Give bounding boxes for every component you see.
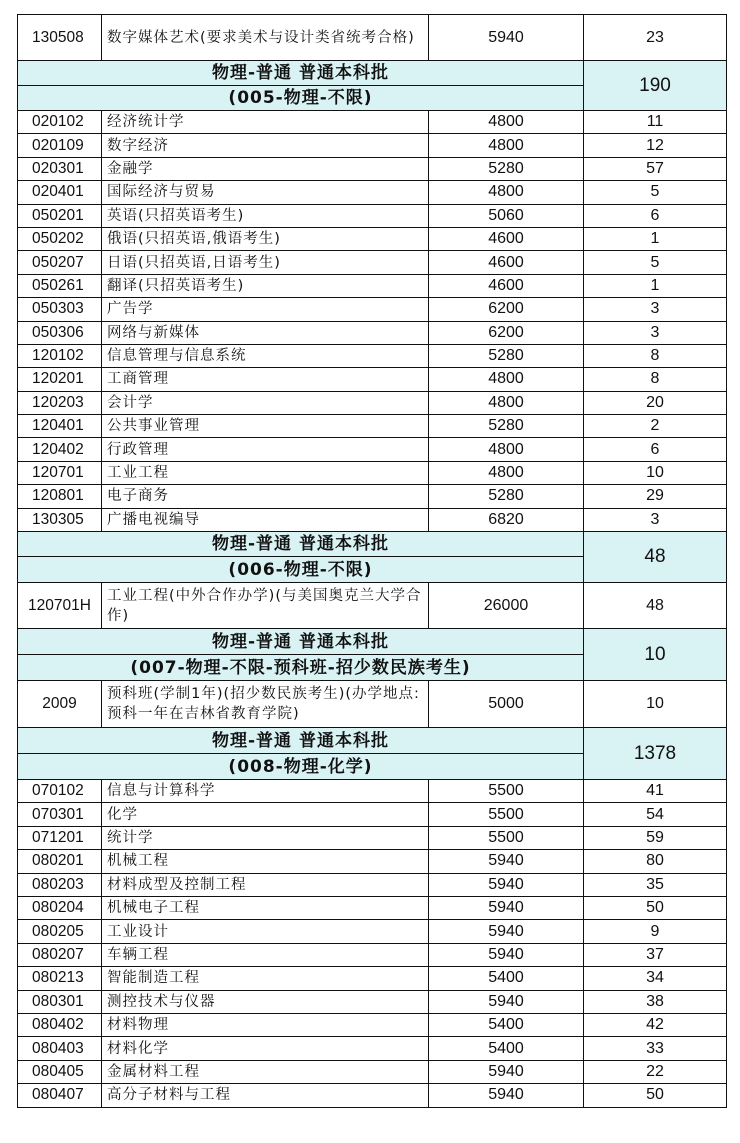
- table-row: [18, 896, 727, 919]
- major-name: 日语(只招英语,日语考生): [102, 251, 429, 274]
- major-code: 071201: [18, 826, 102, 849]
- table-row: [18, 274, 727, 297]
- table-row: [18, 508, 727, 531]
- major-code: 050202: [18, 227, 102, 250]
- table-row: [18, 850, 727, 873]
- plan-count: 37: [584, 943, 727, 966]
- major-code: 020102: [18, 111, 102, 134]
- plan-count: 38: [584, 990, 727, 1013]
- group-batch-title: 物理-普通 普通本科批: [18, 629, 584, 655]
- tuition-fee: 5500: [429, 826, 584, 849]
- tuition-fee: 5400: [429, 1013, 584, 1036]
- major-code: 120402: [18, 438, 102, 461]
- major-code: 120102: [18, 344, 102, 367]
- table-body: [18, 15, 727, 1108]
- major-code: 130508: [18, 15, 102, 61]
- tuition-fee: 5000: [429, 681, 584, 728]
- tuition-fee: 5060: [429, 204, 584, 227]
- plan-count: 10: [584, 461, 727, 484]
- major-code: 080205: [18, 920, 102, 943]
- table-row: [18, 1037, 727, 1060]
- major-code: 120701H: [18, 583, 102, 629]
- major-code: 050201: [18, 204, 102, 227]
- tuition-fee: 5940: [429, 850, 584, 873]
- major-code: 130305: [18, 508, 102, 531]
- group-subject-title: (006-物理-不限): [18, 557, 584, 583]
- table-row: [18, 990, 727, 1013]
- major-code: 120401: [18, 415, 102, 438]
- table-row: [18, 227, 727, 250]
- major-code: 050303: [18, 298, 102, 321]
- plan-count: 54: [584, 803, 727, 826]
- table-row: [18, 583, 727, 629]
- table-row: [18, 181, 727, 204]
- table-row: [18, 157, 727, 180]
- major-name: 数字媒体艺术(要求美术与设计类省统考合格): [102, 15, 429, 61]
- table-row: [18, 251, 727, 274]
- plan-count: 1: [584, 227, 727, 250]
- major-code: 080204: [18, 896, 102, 919]
- table-row: [18, 111, 727, 134]
- tuition-fee: 6820: [429, 508, 584, 531]
- tuition-fee: 5280: [429, 485, 584, 508]
- group-total-count: 10: [584, 629, 727, 681]
- plan-count: 80: [584, 850, 727, 873]
- tuition-fee: 5400: [429, 1037, 584, 1060]
- major-name: 化学: [102, 803, 429, 826]
- major-code: 080407: [18, 1084, 102, 1107]
- group-batch-title: 物理-普通 普通本科批: [18, 728, 584, 754]
- tuition-fee: 4800: [429, 111, 584, 134]
- major-name: 统计学: [102, 826, 429, 849]
- major-name: 经济统计学: [102, 111, 429, 134]
- tuition-fee: 5500: [429, 803, 584, 826]
- enrollment-table: [17, 14, 727, 1108]
- major-name: 测控技术与仪器: [102, 990, 429, 1013]
- major-name: 公共事业管理: [102, 415, 429, 438]
- plan-count: 3: [584, 298, 727, 321]
- major-code: 080203: [18, 873, 102, 896]
- major-code: 120203: [18, 391, 102, 414]
- plan-count: 8: [584, 368, 727, 391]
- plan-count: 57: [584, 157, 727, 180]
- table-row: [18, 298, 727, 321]
- major-name: 金融学: [102, 157, 429, 180]
- tuition-fee: 5280: [429, 157, 584, 180]
- major-code: 050306: [18, 321, 102, 344]
- major-name: 电子商务: [102, 485, 429, 508]
- major-name: 广告学: [102, 298, 429, 321]
- major-code: 120801: [18, 485, 102, 508]
- major-name: 金属材料工程: [102, 1060, 429, 1083]
- major-name: 材料化学: [102, 1037, 429, 1060]
- plan-count: 50: [584, 1084, 727, 1107]
- plan-count: 33: [584, 1037, 727, 1060]
- tuition-fee: 4800: [429, 181, 584, 204]
- major-name: 预科班(学制1年)(招少数民族考生)(办学地点:预科一年在吉林省教育学院): [102, 681, 429, 728]
- tuition-fee: 5940: [429, 873, 584, 896]
- major-name: 网络与新媒体: [102, 321, 429, 344]
- major-name: 工业设计: [102, 920, 429, 943]
- major-name: 机械电子工程: [102, 896, 429, 919]
- tuition-fee: 5940: [429, 990, 584, 1013]
- major-code: 080301: [18, 990, 102, 1013]
- major-name: 广播电视编导: [102, 508, 429, 531]
- major-code: 080402: [18, 1013, 102, 1036]
- major-code: 070102: [18, 780, 102, 803]
- table-row: [18, 826, 727, 849]
- table-row: [18, 15, 727, 61]
- tuition-fee: 5940: [429, 1060, 584, 1083]
- major-name: 车辆工程: [102, 943, 429, 966]
- tuition-fee: 5940: [429, 920, 584, 943]
- plan-count: 29: [584, 485, 727, 508]
- major-name: 国际经济与贸易: [102, 181, 429, 204]
- plan-count: 10: [584, 681, 727, 728]
- table-row: [18, 368, 727, 391]
- table-row: [18, 204, 727, 227]
- plan-count: 41: [584, 780, 727, 803]
- major-name: 机械工程: [102, 850, 429, 873]
- major-code: 080405: [18, 1060, 102, 1083]
- tuition-fee: 5940: [429, 15, 584, 61]
- group-total-count: 1378: [584, 728, 727, 780]
- major-name: 材料物理: [102, 1013, 429, 1036]
- tuition-fee: 4600: [429, 251, 584, 274]
- table-row: [18, 321, 727, 344]
- table-row: [18, 1013, 727, 1036]
- major-name: 信息与计算科学: [102, 780, 429, 803]
- table-row: [18, 681, 727, 728]
- group-total-count: 190: [584, 61, 727, 111]
- plan-count: 9: [584, 920, 727, 943]
- tuition-fee: 5940: [429, 943, 584, 966]
- group-subject-title: (007-物理-不限-预科班-招少数民族考生): [18, 655, 584, 681]
- tuition-fee: 5280: [429, 344, 584, 367]
- major-code: 070301: [18, 803, 102, 826]
- tuition-fee: 4800: [429, 438, 584, 461]
- tuition-fee: 6200: [429, 298, 584, 321]
- table-row: [18, 344, 727, 367]
- major-name: 材料成型及控制工程: [102, 873, 429, 896]
- plan-count: 48: [584, 583, 727, 629]
- plan-count: 50: [584, 896, 727, 919]
- major-name: 行政管理: [102, 438, 429, 461]
- tuition-fee: 5940: [429, 1084, 584, 1107]
- plan-count: 23: [584, 15, 727, 61]
- table-row: [18, 920, 727, 943]
- major-code: 050261: [18, 274, 102, 297]
- table-row: [18, 461, 727, 484]
- major-code: 050207: [18, 251, 102, 274]
- major-code: 080207: [18, 943, 102, 966]
- major-name: 会计学: [102, 391, 429, 414]
- plan-count: 8: [584, 344, 727, 367]
- plan-count: 5: [584, 251, 727, 274]
- plan-count: 5: [584, 181, 727, 204]
- major-name: 俄语(只招英语,俄语考生): [102, 227, 429, 250]
- plan-count: 42: [584, 1013, 727, 1036]
- table-row: [18, 134, 727, 157]
- tuition-fee: 5940: [429, 896, 584, 919]
- group-total-count: 48: [584, 532, 727, 583]
- tuition-fee: 4800: [429, 368, 584, 391]
- tuition-fee: 5280: [429, 415, 584, 438]
- group-header-row: [18, 532, 727, 557]
- plan-count: 59: [584, 826, 727, 849]
- major-name: 信息管理与信息系统: [102, 344, 429, 367]
- group-subject-title: (005-物理-不限): [18, 86, 584, 111]
- major-code: 080213: [18, 967, 102, 990]
- major-name: 智能制造工程: [102, 967, 429, 990]
- plan-count: 12: [584, 134, 727, 157]
- plan-count: 22: [584, 1060, 727, 1083]
- major-name: 英语(只招英语考生): [102, 204, 429, 227]
- table-row: [18, 803, 727, 826]
- table-row: [18, 943, 727, 966]
- table-row: [18, 391, 727, 414]
- tuition-fee: 5500: [429, 780, 584, 803]
- table-row: [18, 873, 727, 896]
- major-code: 120701: [18, 461, 102, 484]
- tuition-fee: 4800: [429, 391, 584, 414]
- major-code: 020109: [18, 134, 102, 157]
- group-header-row: [18, 61, 727, 86]
- table-row: [18, 1060, 727, 1083]
- tuition-fee: 26000: [429, 583, 584, 629]
- major-name: 工业工程(中外合作办学)(与美国奥克兰大学合作): [102, 583, 429, 629]
- major-code: 020301: [18, 157, 102, 180]
- major-name: 翻译(只招英语考生): [102, 274, 429, 297]
- major-name: 工商管理: [102, 368, 429, 391]
- plan-count: 3: [584, 321, 727, 344]
- tuition-fee: 5400: [429, 967, 584, 990]
- table-row: [18, 967, 727, 990]
- plan-count: 6: [584, 438, 727, 461]
- table-row: [18, 780, 727, 803]
- major-code: 080201: [18, 850, 102, 873]
- group-batch-title: 物理-普通 普通本科批: [18, 532, 584, 557]
- tuition-fee: 4800: [429, 461, 584, 484]
- plan-count: 2: [584, 415, 727, 438]
- major-name: 数字经济: [102, 134, 429, 157]
- plan-count: 6: [584, 204, 727, 227]
- tuition-fee: 4800: [429, 134, 584, 157]
- group-batch-title: 物理-普通 普通本科批: [18, 61, 584, 86]
- group-header-row: [18, 728, 727, 754]
- table-row: [18, 415, 727, 438]
- tuition-fee: 4600: [429, 274, 584, 297]
- plan-count: 11: [584, 111, 727, 134]
- table-row: [18, 1084, 727, 1107]
- table-row: [18, 485, 727, 508]
- plan-count: 34: [584, 967, 727, 990]
- table-row: [18, 438, 727, 461]
- major-code: 120201: [18, 368, 102, 391]
- tuition-fee: 6200: [429, 321, 584, 344]
- group-header-row: [18, 629, 727, 655]
- plan-count: 3: [584, 508, 727, 531]
- major-name: 高分子材料与工程: [102, 1084, 429, 1107]
- group-subject-title: (008-物理-化学): [18, 754, 584, 780]
- major-code: 020401: [18, 181, 102, 204]
- major-code: 080403: [18, 1037, 102, 1060]
- major-code: 2009: [18, 681, 102, 728]
- plan-count: 1: [584, 274, 727, 297]
- plan-count: 35: [584, 873, 727, 896]
- plan-count: 20: [584, 391, 727, 414]
- tuition-fee: 4600: [429, 227, 584, 250]
- major-name: 工业工程: [102, 461, 429, 484]
